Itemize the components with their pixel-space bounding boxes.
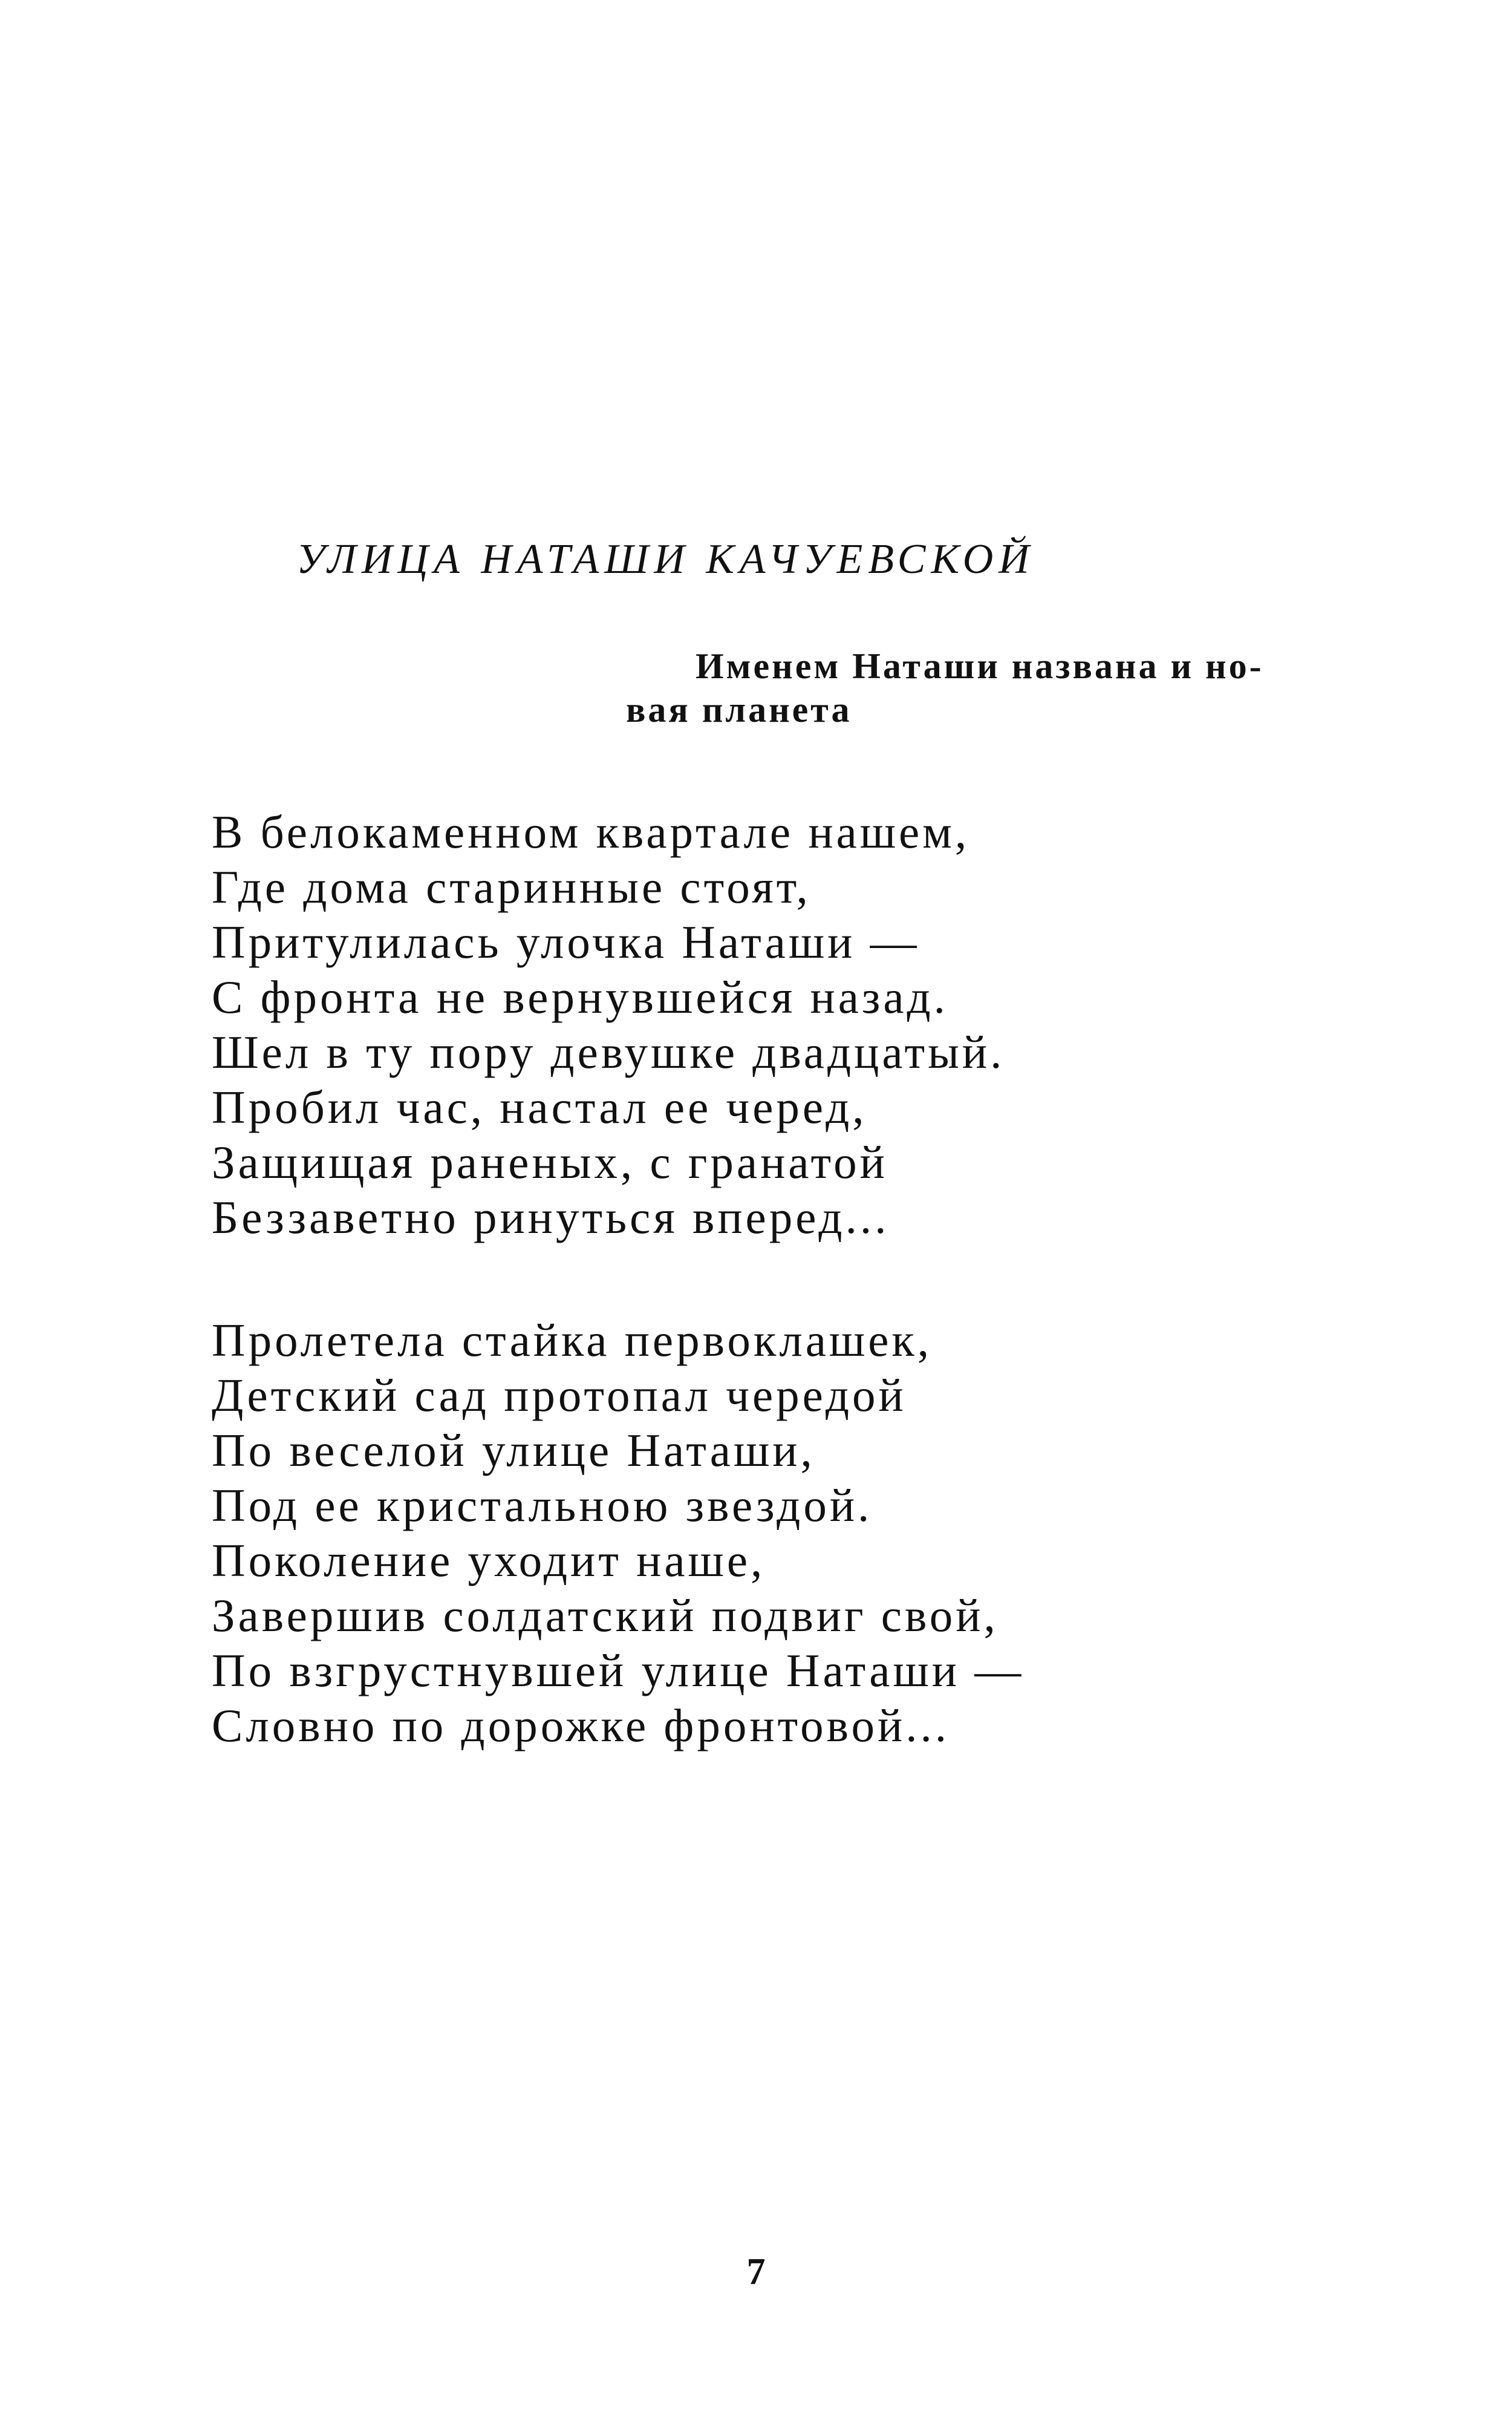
verse-line: Пролетела стайка первоклашек, — [212, 1314, 933, 1366]
verse-line: Словно по дорожке фронтовой... — [212, 1699, 950, 1751]
verse-line: Пробил час, настал ее черед, — [212, 1081, 867, 1133]
verse-line: Защищая раненых, с гранатой — [212, 1136, 888, 1188]
stanza-1 — [212, 805, 1005, 1245]
verse-line: С фронта не вернувшейся назад. — [212, 971, 948, 1023]
verse-line: Под ее кристальною звездой. — [212, 1479, 873, 1531]
stanza-2 — [212, 1313, 1024, 1753]
verse-line: Где дома старинные стоят, — [212, 861, 811, 913]
verse-line: Притулилась улочка Наташи — — [212, 916, 920, 968]
verse-line: Беззаветно ринуться вперед... — [212, 1191, 890, 1243]
epigraph-line: Именем Наташи названа и но- — [696, 646, 1264, 686]
verse-line: По взгрустнувшей улице Наташи — — [212, 1644, 1025, 1696]
verse-line: Поколение уходит наше, — [212, 1534, 766, 1586]
verse-line: В белокаменном квартале нашем, — [212, 806, 970, 858]
verse-line: По веселой улице Наташи, — [212, 1424, 815, 1476]
epigraph — [626, 644, 1364, 731]
verse-line: Шел в ту пору девушке двадцатый. — [212, 1026, 1005, 1078]
verse-line: Завершив солдатский подвиг свой, — [212, 1589, 999, 1641]
verse-line: Детский сад протопал чередой — [212, 1369, 907, 1421]
page-number: 7 — [746, 2251, 766, 2292]
epigraph-line: вая планета — [626, 690, 852, 730]
poem-title: УЛИЦА НАТАШИ КАЧУЕВСКОЙ — [296, 536, 1035, 583]
